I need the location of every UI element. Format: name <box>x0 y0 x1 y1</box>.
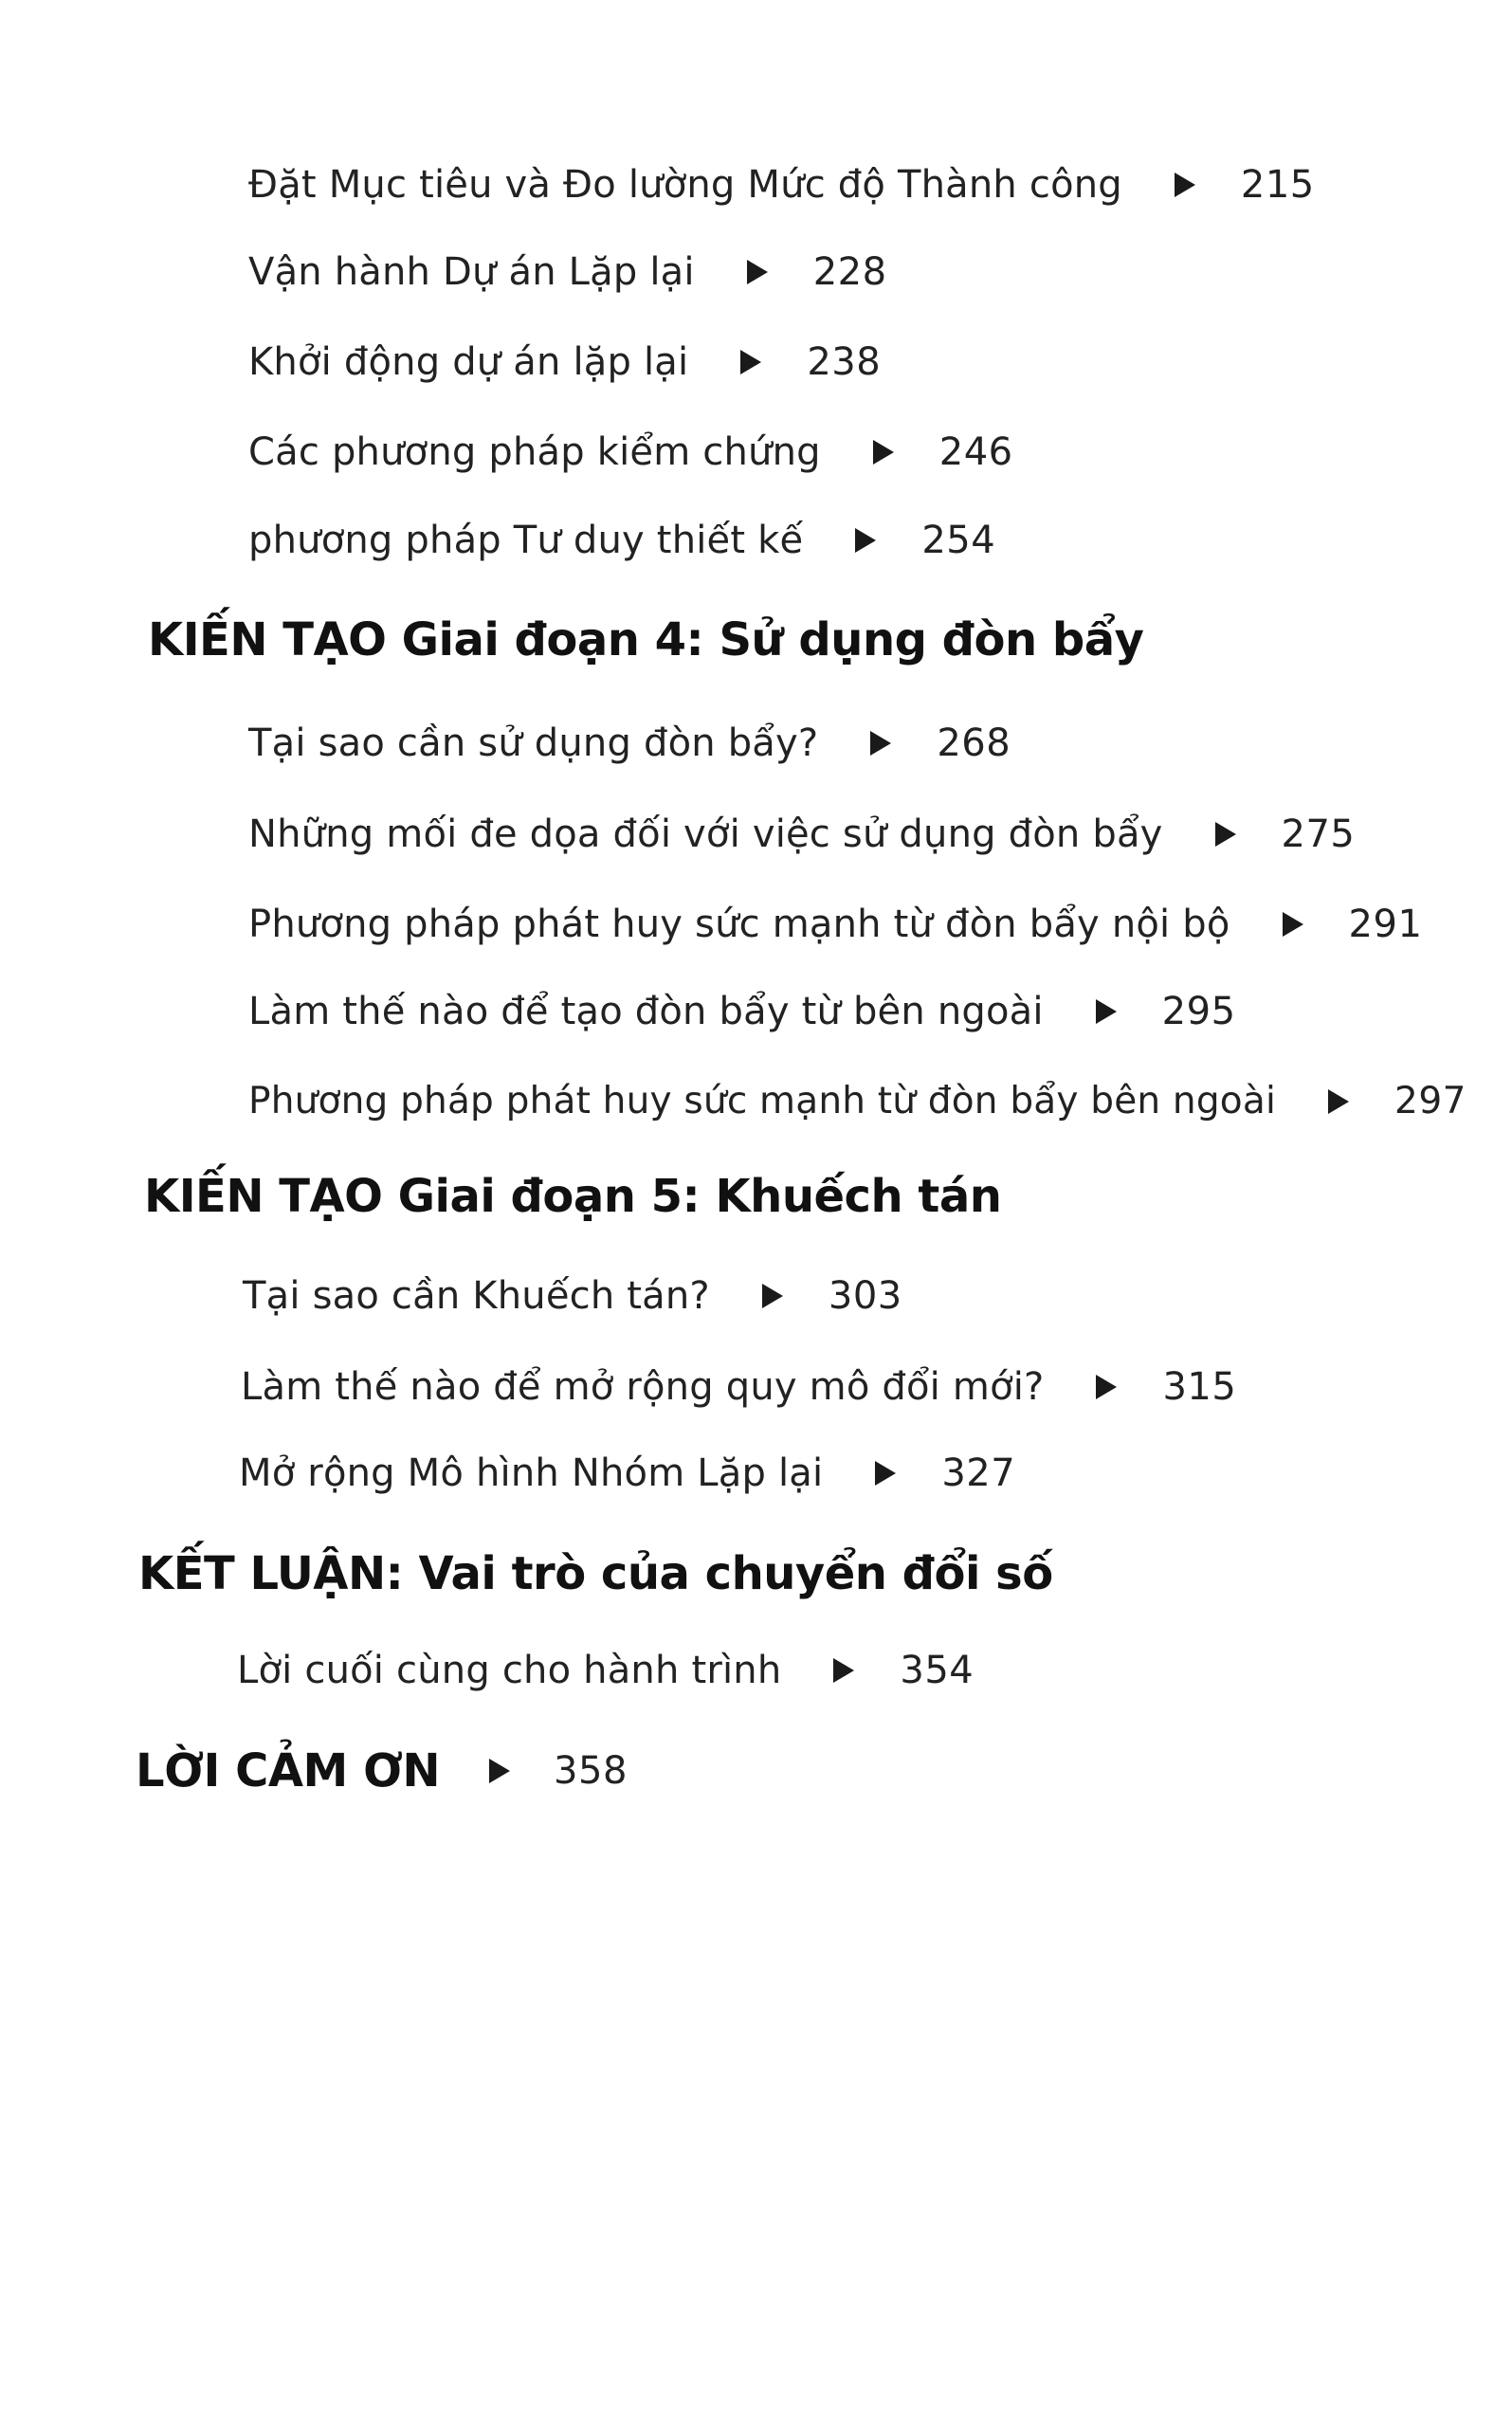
toc-entry[interactable] <box>248 899 1422 948</box>
toc-entry-page: 275 <box>1281 812 1356 856</box>
toc-entry[interactable] <box>248 718 1011 767</box>
toc-entry-page: 297 <box>1394 1079 1466 1122</box>
play-arrow-icon <box>489 1759 510 1783</box>
play-arrow-icon <box>740 350 761 374</box>
toc-entry-title: Lời cuối cùng cho hành trình <box>237 1649 782 1692</box>
toc-entry[interactable] <box>248 515 995 564</box>
toc-entry-title: phương pháp Tư duy thiết kế <box>248 519 804 562</box>
toc-entry[interactable] <box>241 1361 1236 1411</box>
play-arrow-icon <box>1215 822 1236 847</box>
play-arrow-icon <box>1175 173 1195 197</box>
toc-entry-page: 228 <box>812 250 887 294</box>
toc-entry-page: 268 <box>937 721 1011 765</box>
toc-entry[interactable] <box>239 1448 1015 1497</box>
play-arrow-icon <box>870 731 891 756</box>
toc-entry-title: Đặt Mục tiêu và Đo lường Mức độ Thành công <box>248 163 1122 207</box>
toc-entry-page: 358 <box>554 1749 628 1793</box>
play-arrow-icon <box>1328 1089 1349 1114</box>
toc-entry-title: Tại sao cần sử dụng đòn bẩy? <box>248 721 819 765</box>
toc-entry-page: 327 <box>941 1451 1016 1495</box>
toc-entry-page: 315 <box>1162 1365 1237 1409</box>
toc-entry[interactable] <box>248 246 887 296</box>
toc-entry-title: Làm thế nào để mở rộng quy mô đổi mới? <box>241 1365 1045 1409</box>
toc-section-heading-acknowledgements: LỜI CẢM ƠN <box>136 1744 441 1797</box>
toc-entry-title: Khởi động dự án lặp lại <box>248 340 689 384</box>
play-arrow-icon <box>873 440 894 465</box>
play-arrow-icon <box>762 1284 783 1308</box>
toc-entry-page: 246 <box>938 430 1013 474</box>
toc-entry-page: 215 <box>1240 163 1315 207</box>
toc-entry-title: Phương pháp phát huy sức mạnh từ đòn bẩy bên ngoài <box>248 1079 1276 1122</box>
play-arrow-icon <box>833 1658 854 1683</box>
toc-entry[interactable] <box>243 1270 902 1320</box>
toc-entry-page: 295 <box>1161 990 1236 1033</box>
toc-entry[interactable] <box>248 427 1013 476</box>
toc-entry[interactable] <box>237 1645 974 1694</box>
toc-entry-title: Mở rộng Mô hình Nhóm Lặp lại <box>239 1451 824 1495</box>
toc-entry-page: 238 <box>807 340 882 384</box>
toc-entry-title: Vận hành Dự án Lặp lại <box>248 250 695 294</box>
toc-entry[interactable] <box>248 159 1315 209</box>
toc-entry-title: Tại sao cần Khuếch tán? <box>243 1274 710 1318</box>
play-arrow-icon <box>747 260 768 284</box>
toc-entry-title: Phương pháp phát huy sức mạnh từ đòn bẩy nội bộ <box>248 903 1230 946</box>
play-arrow-icon <box>875 1461 896 1486</box>
toc-entry-page: 291 <box>1348 903 1423 946</box>
play-arrow-icon <box>1283 912 1303 937</box>
toc-entry-title: Làm thế nào để tạo đòn bẩy từ bên ngoài <box>248 990 1044 1033</box>
toc-entry[interactable] <box>248 986 1236 1035</box>
play-arrow-icon <box>855 528 876 553</box>
toc-section-heading-conclusion[interactable]: KẾT LUẬN: Vai trò của chuyển đổi số <box>138 1547 1053 1600</box>
toc-entry-title: Các phương pháp kiểm chứng <box>248 430 821 474</box>
toc-section-heading-part5[interactable]: KIẾN TẠO Giai đoạn 5: Khuếch tán <box>144 1170 1002 1223</box>
toc-entry[interactable] <box>248 809 1355 858</box>
toc-section-heading-part4[interactable]: KIẾN TẠO Giai đoạn 4: Sử dụng đòn bẩy <box>148 613 1144 666</box>
toc-entry[interactable] <box>248 1076 1466 1125</box>
play-arrow-icon <box>1096 999 1117 1024</box>
toc-entry-title: Những mối đe dọa đối với việc sử dụng đòn bẩy <box>248 812 1163 856</box>
toc-entry[interactable] <box>248 337 881 386</box>
toc-entry-page: 303 <box>828 1274 902 1318</box>
play-arrow-icon <box>1096 1375 1117 1399</box>
toc-entry-page: 354 <box>900 1649 975 1692</box>
toc-entry-page: 254 <box>921 519 996 562</box>
toc-section-acknowledgements[interactable] <box>136 1740 628 1799</box>
